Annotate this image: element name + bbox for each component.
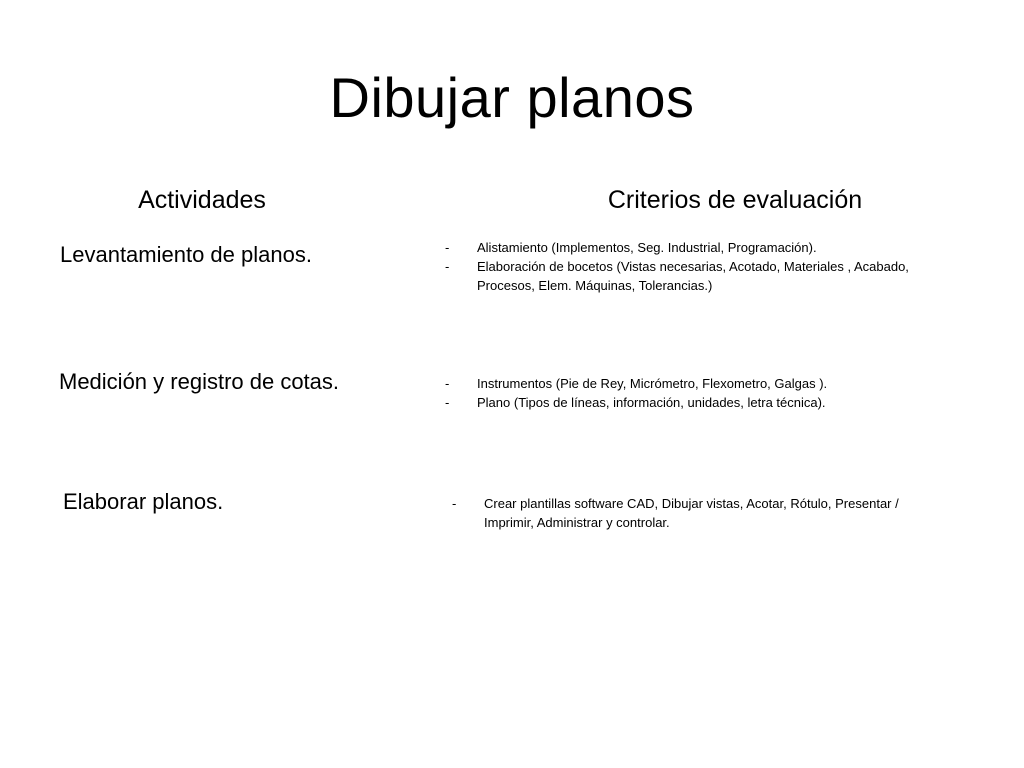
criteria-text: Crear plantillas software CAD, Dibujar vistas, Acotar, Rótulo, Presentar / Imprimir, Administrar y controlar.	[484, 496, 899, 530]
criteria-text: Alistamiento (Implementos, Seg. Industrial, Programación).	[477, 240, 817, 255]
criteria-list-levantamiento	[445, 238, 945, 295]
bullet-dash: -	[445, 376, 450, 391]
bullet-dash: -	[445, 240, 450, 255]
slide-title: Dibujar planos	[329, 66, 695, 129]
activity-elaborar: Elaborar planos.	[63, 489, 224, 514]
bullet-dash: -	[452, 496, 457, 511]
criteria-item	[445, 374, 945, 393]
criteria-list-medicion	[445, 374, 945, 412]
criteria-item	[452, 494, 952, 532]
criteria-heading: Criterios de evaluación	[607, 186, 863, 214]
criteria-text: Instrumentos (Pie de Rey, Micrómetro, Flexometro, Galgas ).	[477, 376, 828, 391]
activities-heading: Actividades	[138, 186, 266, 214]
criteria-text: Plano (Tipos de líneas, información, unidades, letra técnica).	[477, 395, 826, 410]
bullet-dash: -	[445, 259, 450, 274]
criteria-text: Elaboración de bocetos (Vistas necesarias, Acotado, Materiales , Acabado, Procesos, Elem. Máquinas, Tolerancias.)	[477, 259, 909, 293]
bullet-dash: -	[445, 395, 450, 410]
criteria-item	[445, 238, 945, 257]
criteria-list-elaborar	[452, 494, 952, 532]
criteria-item	[445, 393, 945, 412]
activity-levantamiento: Levantamiento de planos.	[60, 242, 312, 267]
criteria-item	[445, 257, 945, 295]
activity-medicion: Medición y registro de cotas.	[59, 369, 340, 394]
